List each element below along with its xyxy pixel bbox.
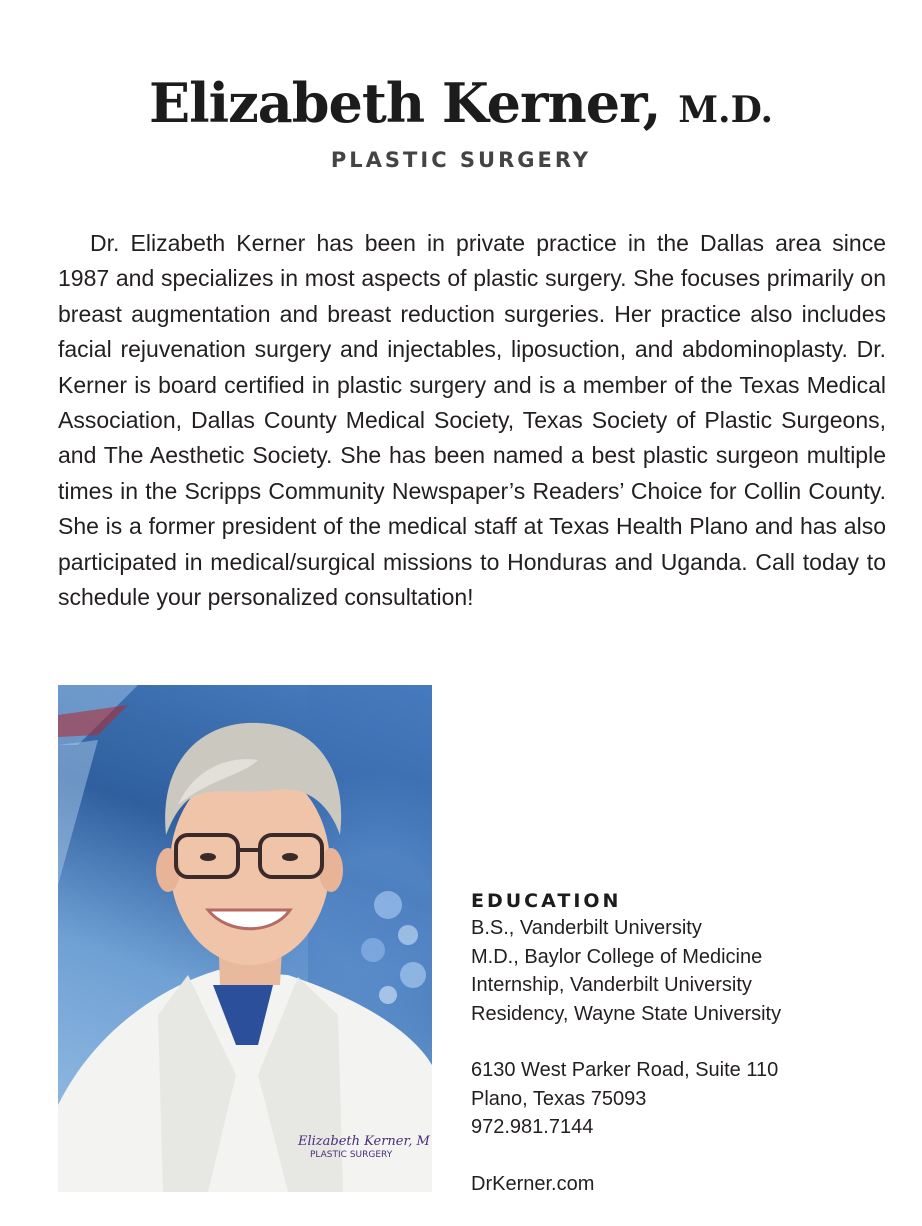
- doctor-credentials: M.D.: [678, 89, 774, 131]
- education-heading: EDUCATION: [471, 890, 622, 912]
- coat-embroidery-name: Elizabeth Kerner, M: [298, 1134, 430, 1149]
- doctor-name: Elizabeth Kerner,: [148, 71, 661, 135]
- page-header: [0, 70, 922, 173]
- coat-embroidery-title: PLASTIC SURGERY: [310, 1150, 393, 1160]
- doctor-name-heading: [0, 70, 922, 143]
- contact-block: [471, 1056, 901, 1142]
- education-item: B.S., Vanderbilt University: [471, 917, 702, 939]
- education-item: Residency, Wayne State University: [471, 1002, 782, 1025]
- bio-paragraph: Dr. Elizabeth Kerner has been in private practice in the Dallas area since 1987 and specializes in most aspects of plastic surgery. She focuses primarily on breast augmentation and breast reduction surgeries. Her practice also includes facial rejuvenation surgery and injectables, liposuction, and abdominoplasty. Dr. Kerner is board certified in plastic surgery and is a member of the Texas Medical Association, Dallas County Medical Society, Texas Society of Plastic Surgeons, and The Aesthetic Society. She has been named a best plastic surgeon multiple times in the Scripps Community Newspaper’s Readers’ Choice for Collin County. She is a former president of the medical staff at Texas Health Plano and has also participated in medical/surgical missions to Honduras and Uganda. Call today to schedule your personalized consultation!: [58, 230, 886, 611]
- education-item: M.D., Baylor College of Medicine: [471, 945, 763, 968]
- address-line-1: 6130 West Parker Road, Suite 110: [471, 1059, 779, 1081]
- phone-number: 972.981.7144: [471, 1116, 594, 1138]
- education-list: [471, 914, 901, 1028]
- address-line-2: Plano, Texas 75093: [471, 1087, 647, 1110]
- info-sidebar: [471, 888, 901, 1198]
- education-item: Internship, Vanderbilt University: [471, 974, 752, 996]
- specialty-label: PLASTIC SURGERY: [330, 148, 592, 172]
- website-link[interactable]: DrKerner.com: [471, 1172, 595, 1195]
- doctor-portrait-photo: [58, 685, 432, 1192]
